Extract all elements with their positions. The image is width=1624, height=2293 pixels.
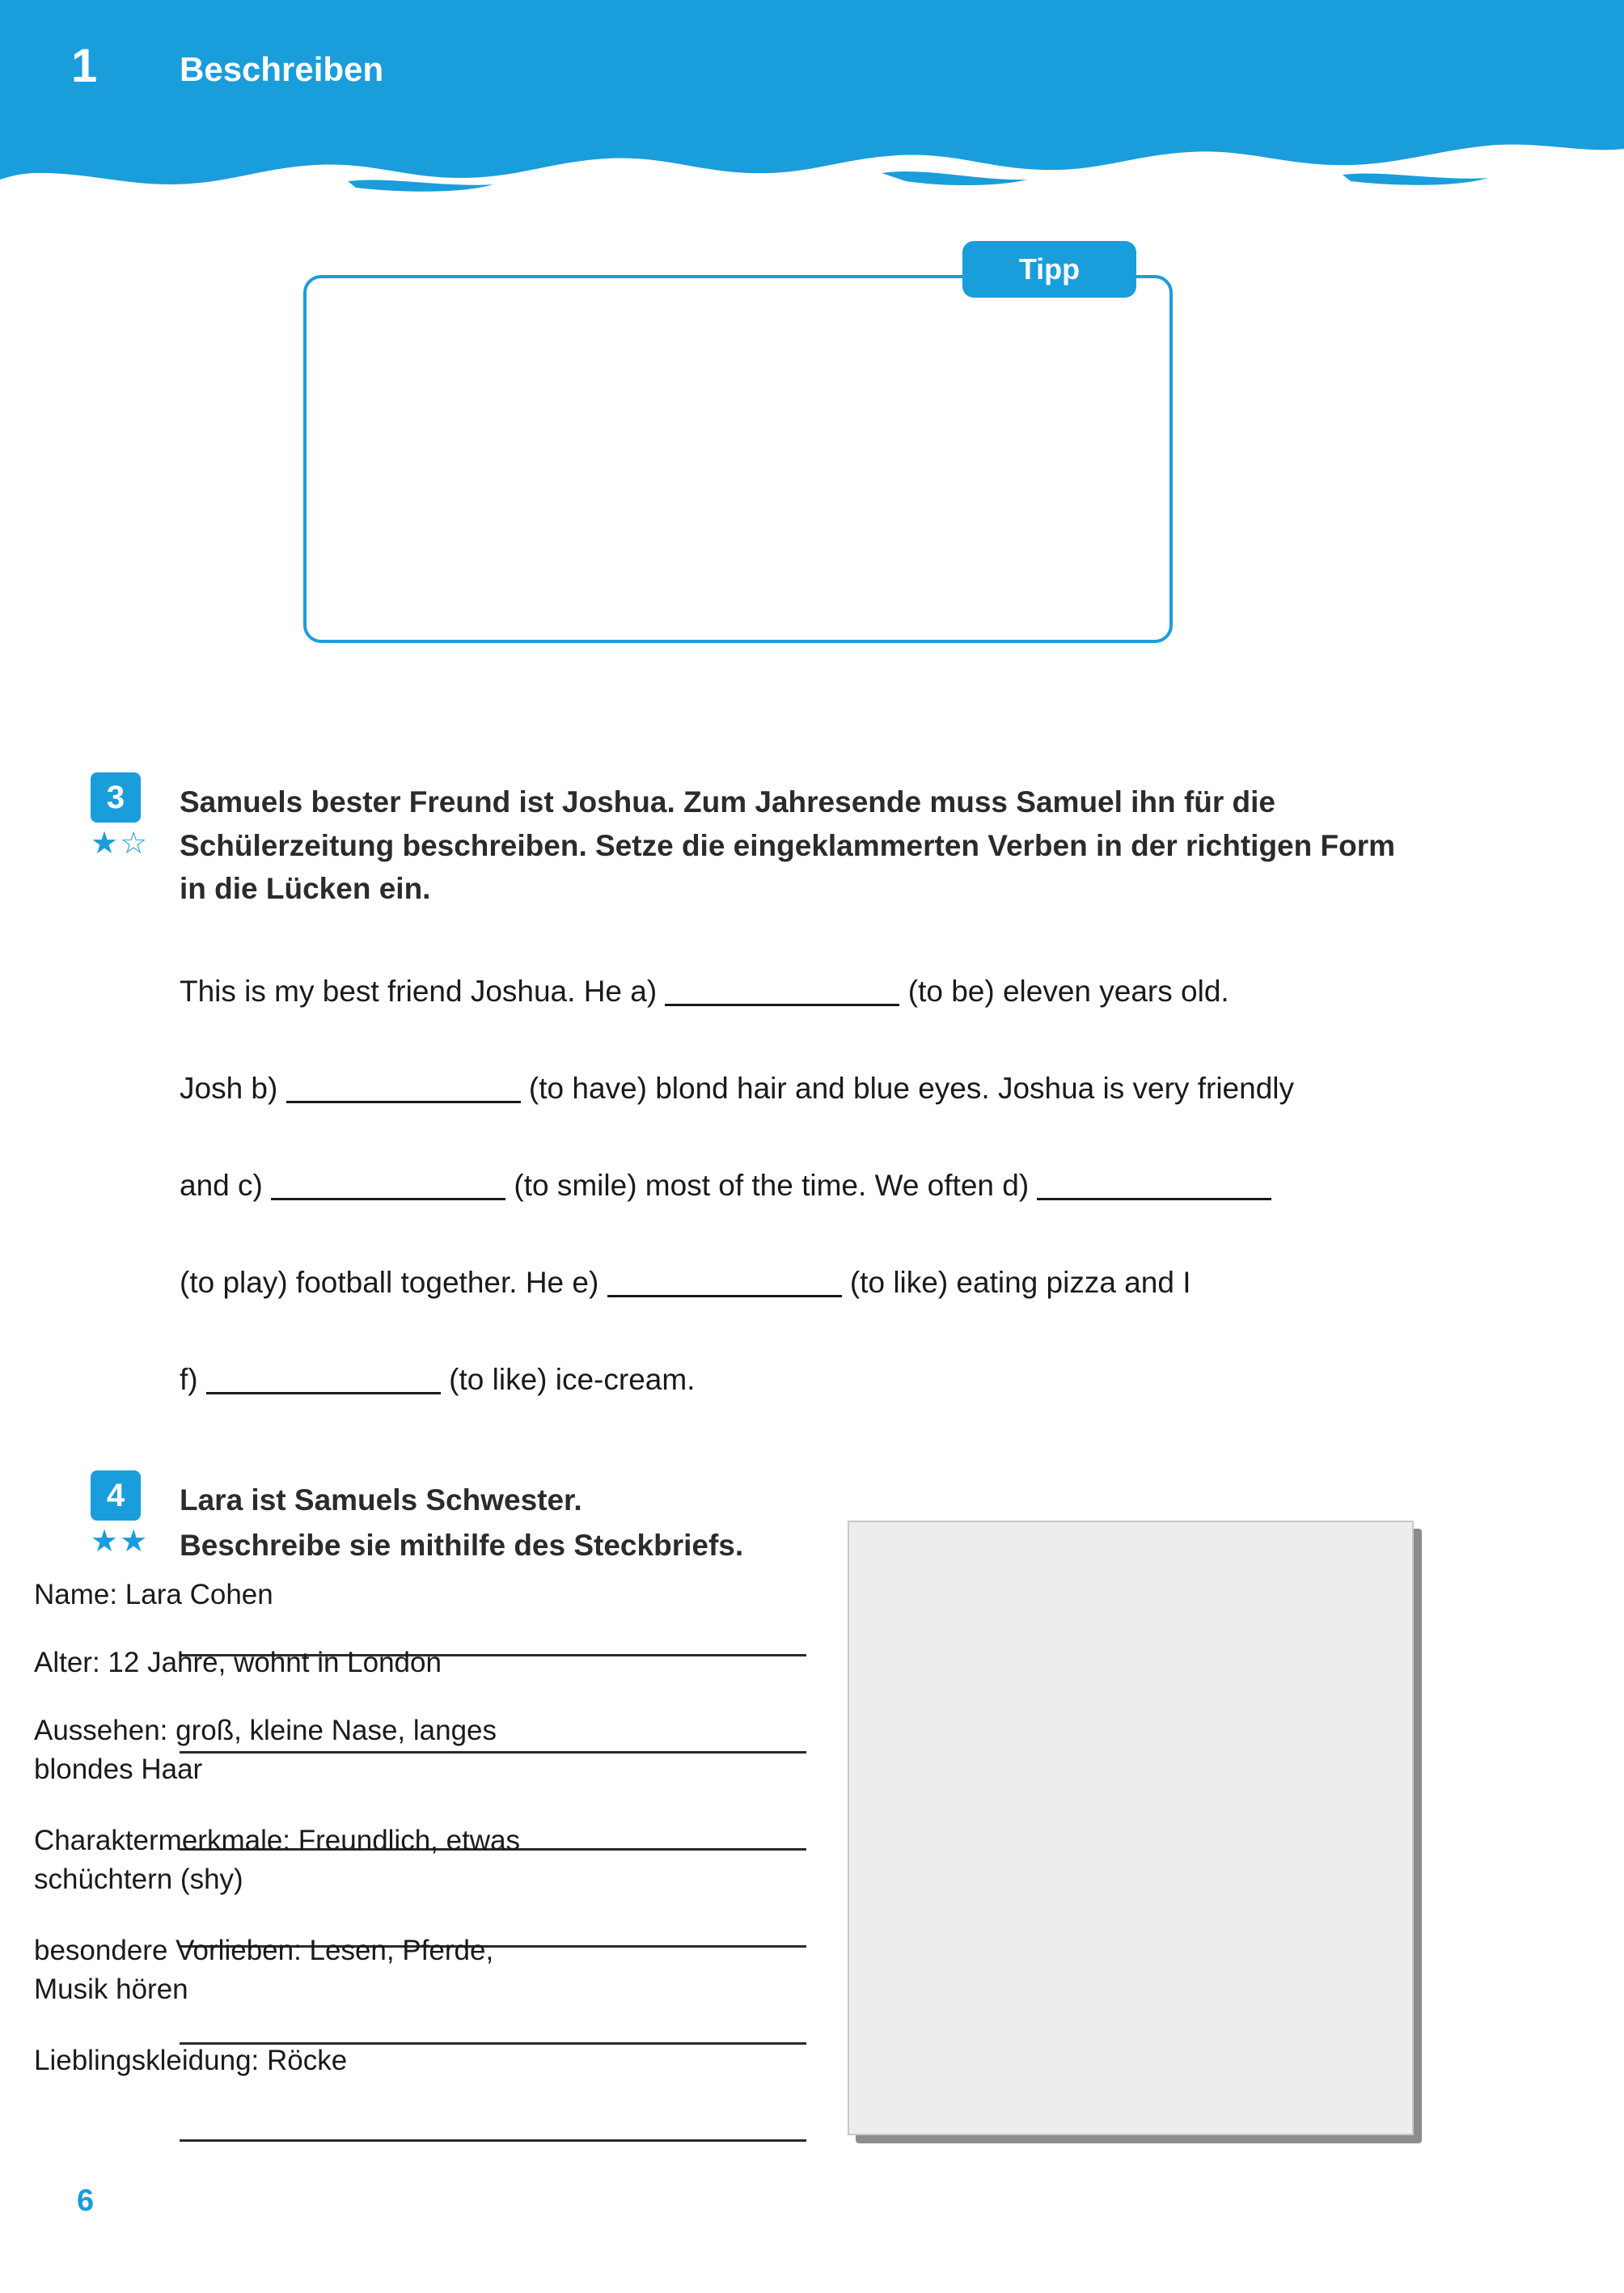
exercise-3-line-3 [180,1169,1271,1203]
chapter-number: 1 [71,40,99,92]
brush-stroke-icon [0,121,1624,210]
exercise-3-instruction: Samuels bester Freund ist Joshua. Zum Jahresende muss Samuel ihn für die Schülerzeitung beschreiben. Setze die eingeklammerten Verben in der richtigen Form in die Lücken ein. [180,785,1396,906]
ex3-line5-pre: f) [180,1363,198,1396]
steckbrief-kleidung: Lieblingskleidung: Röcke [34,2045,348,2076]
header-brush-decoration [0,121,1624,210]
ex3-line4-pre: (to play) football together. He e) [180,1266,599,1299]
steckbrief-card [848,1521,1414,2135]
exercise-3-number: 3 [91,772,141,823]
steckbrief-name: Name: Lara Cohen [34,1579,273,1610]
exercise-3-line-2 [180,1072,1294,1106]
ex3-line2-post: (to have) blond hair and blue eyes. Joshua is very friendly [528,1072,1294,1105]
blank-e[interactable] [607,1295,842,1297]
tipp-tab-label: Tipp [962,241,1136,298]
ex3-line3-pre: and c) [180,1169,263,1202]
exercise-4-instruction-line-2: Beschreibe sie mithilfe des Steckbriefs. [180,1529,744,1562]
tipp-box [303,275,1173,643]
exercise-3-line-4 [180,1266,1191,1300]
steckbrief-vorlieben: besondere Vorlieben: Lesen, Pferde, Musik hören [34,1935,494,2006]
exercise-3-difficulty-stars: ★☆ [91,827,150,861]
ex3-line1-pre: This is my best friend Joshua. He a) [180,975,658,1008]
blank-c[interactable] [271,1198,505,1200]
ex3-line2-pre: Josh b) [180,1072,278,1105]
ex3-line4-post: (to like) eating pizza and I [849,1266,1191,1299]
exercise-3-line-5 [180,1363,695,1397]
page-number: 6 [77,2184,95,2218]
page-title: Beschreiben [180,50,384,88]
blank-b[interactable] [286,1101,521,1103]
answer-line-6[interactable] [180,2139,806,2142]
steckbrief-charakter: Charaktermerkmale: Freundlich, etwas schüchtern (shy) [34,1825,521,1896]
exercise-4-number: 4 [91,1470,141,1521]
ex3-line3-mid: (to smile) most of the time. We often d) [514,1169,1030,1202]
blank-d[interactable] [1037,1198,1271,1200]
blank-a[interactable] [665,1004,899,1006]
steckbrief-alter: Alter: 12 Jahre, wohnt in London [34,1647,442,1678]
steckbrief-aussehen: Aussehen: groß, kleine Nase, langes blondes Haar [34,1715,497,1786]
exercise-4-difficulty-stars: ★★ [91,1525,150,1559]
blank-f[interactable] [206,1392,441,1394]
ex3-line1-post: (to be) eleven years old. [907,975,1229,1008]
exercise-4-instruction-line-1: Lara ist Samuels Schwester. [180,1483,582,1517]
ex3-line5-post: (to like) ice-cream. [449,1363,696,1396]
exercise-3-line-1 [180,975,1229,1009]
